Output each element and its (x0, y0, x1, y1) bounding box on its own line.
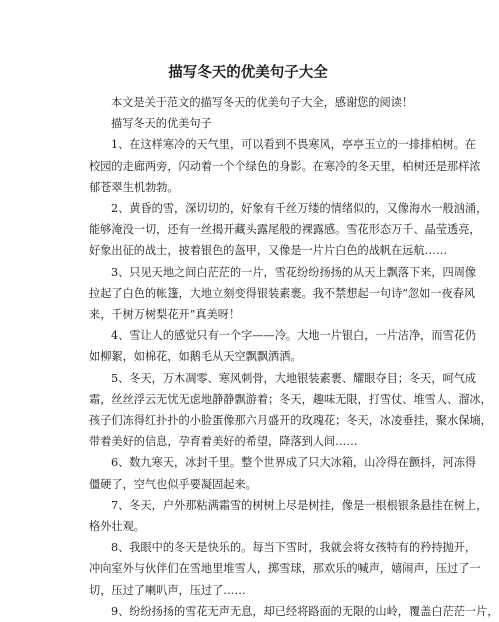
document-title: 描写冬天的优美句子大全 (168, 65, 328, 81)
text-line: 5、冬天，万木凋零、寒风刺骨，大地银装素裹、耀眼夺目；冬天，呵气成 (111, 371, 477, 385)
text-line: 6、数九寒天，冰封千里。整个世界成了只大冰箱，山冷得在颤抖，河冻得 (111, 456, 477, 470)
text-line: 郁苍翠生机勃勃。 (89, 180, 179, 194)
text-line: 2、黄昏的雪，深切切的，好象有千丝万缕的情绪似的，又像海水一般汹涌， (111, 202, 488, 216)
text-line: 僵硬了，空气也似乎要凝固起来。 (89, 477, 257, 491)
text-line: 格外壮观。 (89, 520, 145, 534)
text-line: 来，千树万树梨花开”真美呀！ (89, 308, 241, 322)
text-line: 拉起了白色的帐篷，大地立刻变得银装素裹。我不禁想起一句诗“忽如一夜春风 (89, 286, 476, 300)
subheading: 描写冬天的优美句子 (111, 117, 212, 131)
text-line: 好象出征的战士，披着银色的盔甲，又像是一片片白色的战帆在远航…… (89, 244, 448, 258)
text-line: 孩子们冻得红扑扑的小脸蛋像那六月盛开的玫瑰花；冬天，冰凌垂挂，聚水保墒， (89, 414, 492, 428)
text-line: 霜，丝丝浮云无忧无虑地静静飘游着；冬天，趣味无限，打雪仗、堆雪人、溜冰， (89, 392, 492, 406)
text-line: 7、冬天，户外那粘满霜雪的树树上尽是树挂，像是一根根银条悬挂在树上， (111, 498, 488, 512)
text-line: 校园的走廊两旁，闪动着一个个绿色的身影。在寒冷的冬天里，柏树还是那样浓 (89, 159, 481, 173)
intro-paragraph: 本文是关于范文的描写冬天的优美句子大全，感谢您的阅读！ (111, 96, 414, 109)
text-line: 4、雪让人的感觉只有一个字——冷。大地一片银白，一片洁净，而雪花仍 (111, 329, 477, 343)
text-line: 3、只见天地之间白茫茫的一片，雪花纷纷扬扬的从天上飘落下来，四周像 (111, 265, 477, 279)
text-line: 切，压过了喇叭声，压过了…… (89, 583, 246, 597)
text-line: 8、我眼中的冬天是快乐的。每当下雪时，我就会将女孩特有的矜持抛开， (111, 541, 477, 555)
text-line: 冲向室外与伙伴们在雪地里堆雪人，掷雪球，那欢乐的喊声，嬉闹声，压过了一 (89, 562, 481, 576)
text-line: 能够淹没一切，还有一丝揭开藏头露尾般的裸露感。雪花形态万千、晶莹透亮， (89, 223, 481, 237)
text-line: 9、纷纷扬扬的雪花无声无息，却已经将路面的无限的山岭，覆盖白茫茫一片， (111, 604, 499, 618)
text-line: 如柳絮，如棉花，如鹅毛从天空飘飘洒洒。 (89, 350, 302, 364)
text-line: 带着美好的信息，孕育着美好的希望，降落到人间…… (89, 435, 358, 449)
text-line: 1、在这样寒冷的天气里，可以看到不畏寒风，亭亭玉立的一排排柏树。在 (111, 138, 477, 152)
